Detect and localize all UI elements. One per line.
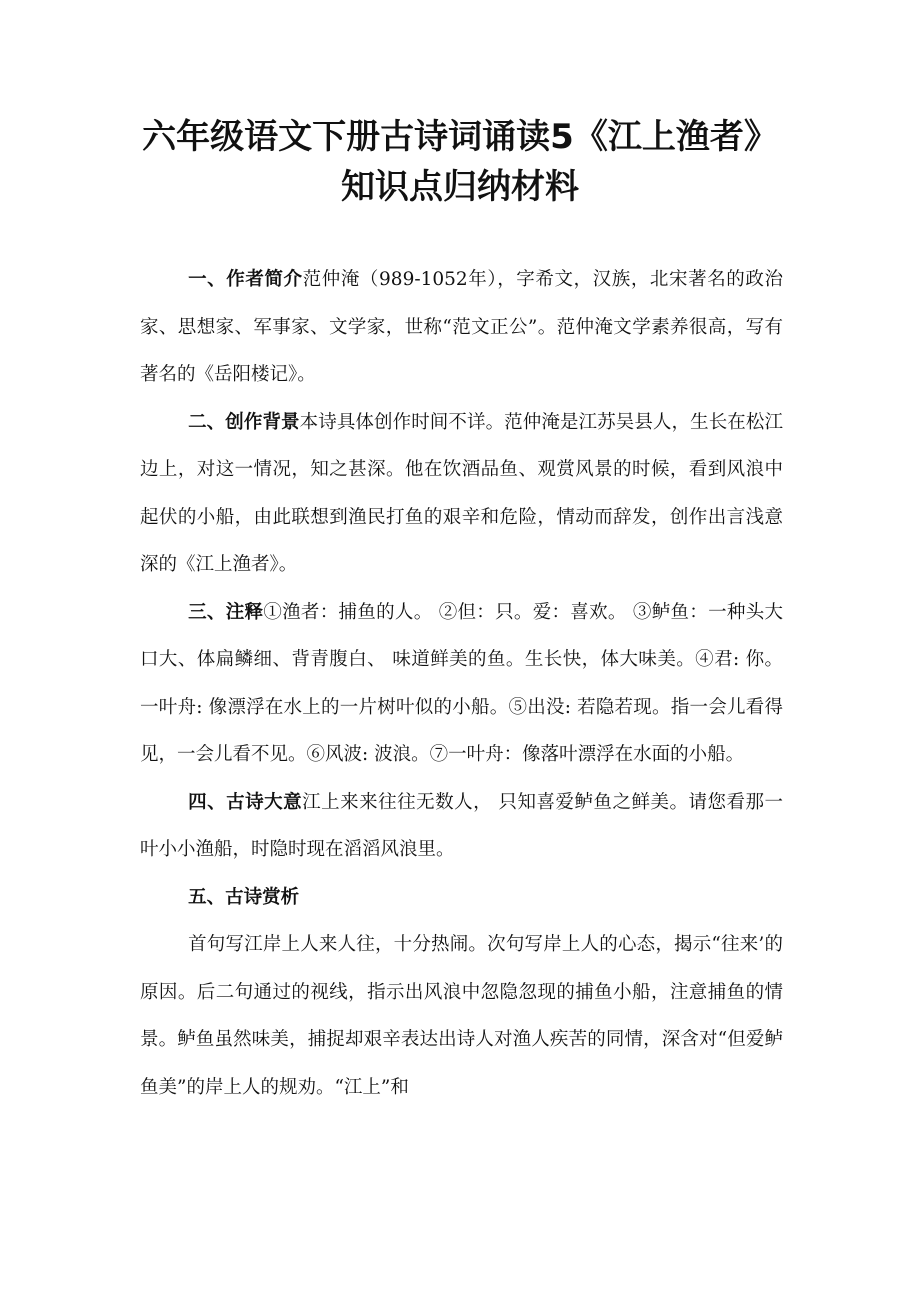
section-background-text: 本诗具体创作时间不详。范仲淹是江苏吴县人，生长在松江边上，对这一情况，知之甚深。他在饮酒品鱼、观赏风景的时候，看到风浪中起伏的小船，由此联想到渔民打鱼的艰辛和危险，情动而辞发，创作出言浅意深的《江上渔者》。 bbox=[140, 411, 783, 575]
section-notes-text: ①渔者：捕鱼的人。 ②但：只。爱：喜欢。 ③鲈鱼：一种头大口大、体扁鳞细、背青腹白、 味道鲜美的鱼。生长快，体大味美。④君: 你。一叶舟: 像漂浮在水上的一片树叶似的小船。⑤出没: 若隐若现。指一会儿看得见，一会儿看不见。⑥风波: 波浪。⑦一叶舟：像落叶漂浮在水面的小船。 bbox=[140, 601, 783, 765]
section-appreciation-text: 首句写江岸上人来人往，十分热闹。次句写岸上人的心态，揭示“往来’的原因。后二句通过的视线，指示出风浪中忽隐忽现的捕鱼小船，注意捕鱼的情景。鲈鱼虽然味美，捕捉却艰辛表达出诗人对渔人疾苦的同情，深含对“但爱鲈鱼美”的岸上人的规劝。“江上”和 bbox=[140, 934, 783, 1098]
section-appreciation-heading-line bbox=[140, 874, 783, 922]
document-body bbox=[140, 256, 783, 1111]
section-author-heading: 一、作者简介 bbox=[188, 269, 303, 290]
section-notes-heading: 三、注释 bbox=[188, 601, 264, 623]
section-meaning-heading: 四、古诗大意 bbox=[188, 791, 303, 813]
section-meaning bbox=[140, 779, 783, 874]
section-background-heading: 二、创作背景 bbox=[188, 411, 300, 433]
section-author bbox=[140, 256, 783, 399]
section-notes bbox=[140, 589, 783, 779]
document-title-line-1: 六年级语文下册古诗词诵读5《江上渔者》 bbox=[142, 117, 778, 157]
section-appreciation-heading: 五、古诗赏析 bbox=[188, 886, 300, 908]
document-title-line-2: 知识点归纳材料 bbox=[341, 167, 579, 207]
section-author-text: 范仲淹（989-1052年），字希文，汉族，北宋著名的政治家、思想家、军事家、文学家，世称“范文正公”。范仲淹文学素养很高，写有著名的《岳阳楼记》。 bbox=[140, 269, 783, 385]
section-background bbox=[140, 399, 783, 589]
section-meaning-text: 江上来来往往无数人， 只知喜爱鲈鱼之鲜美。请您看那一叶小小渔船，时隐时现在滔滔风浪里。 bbox=[140, 791, 783, 860]
